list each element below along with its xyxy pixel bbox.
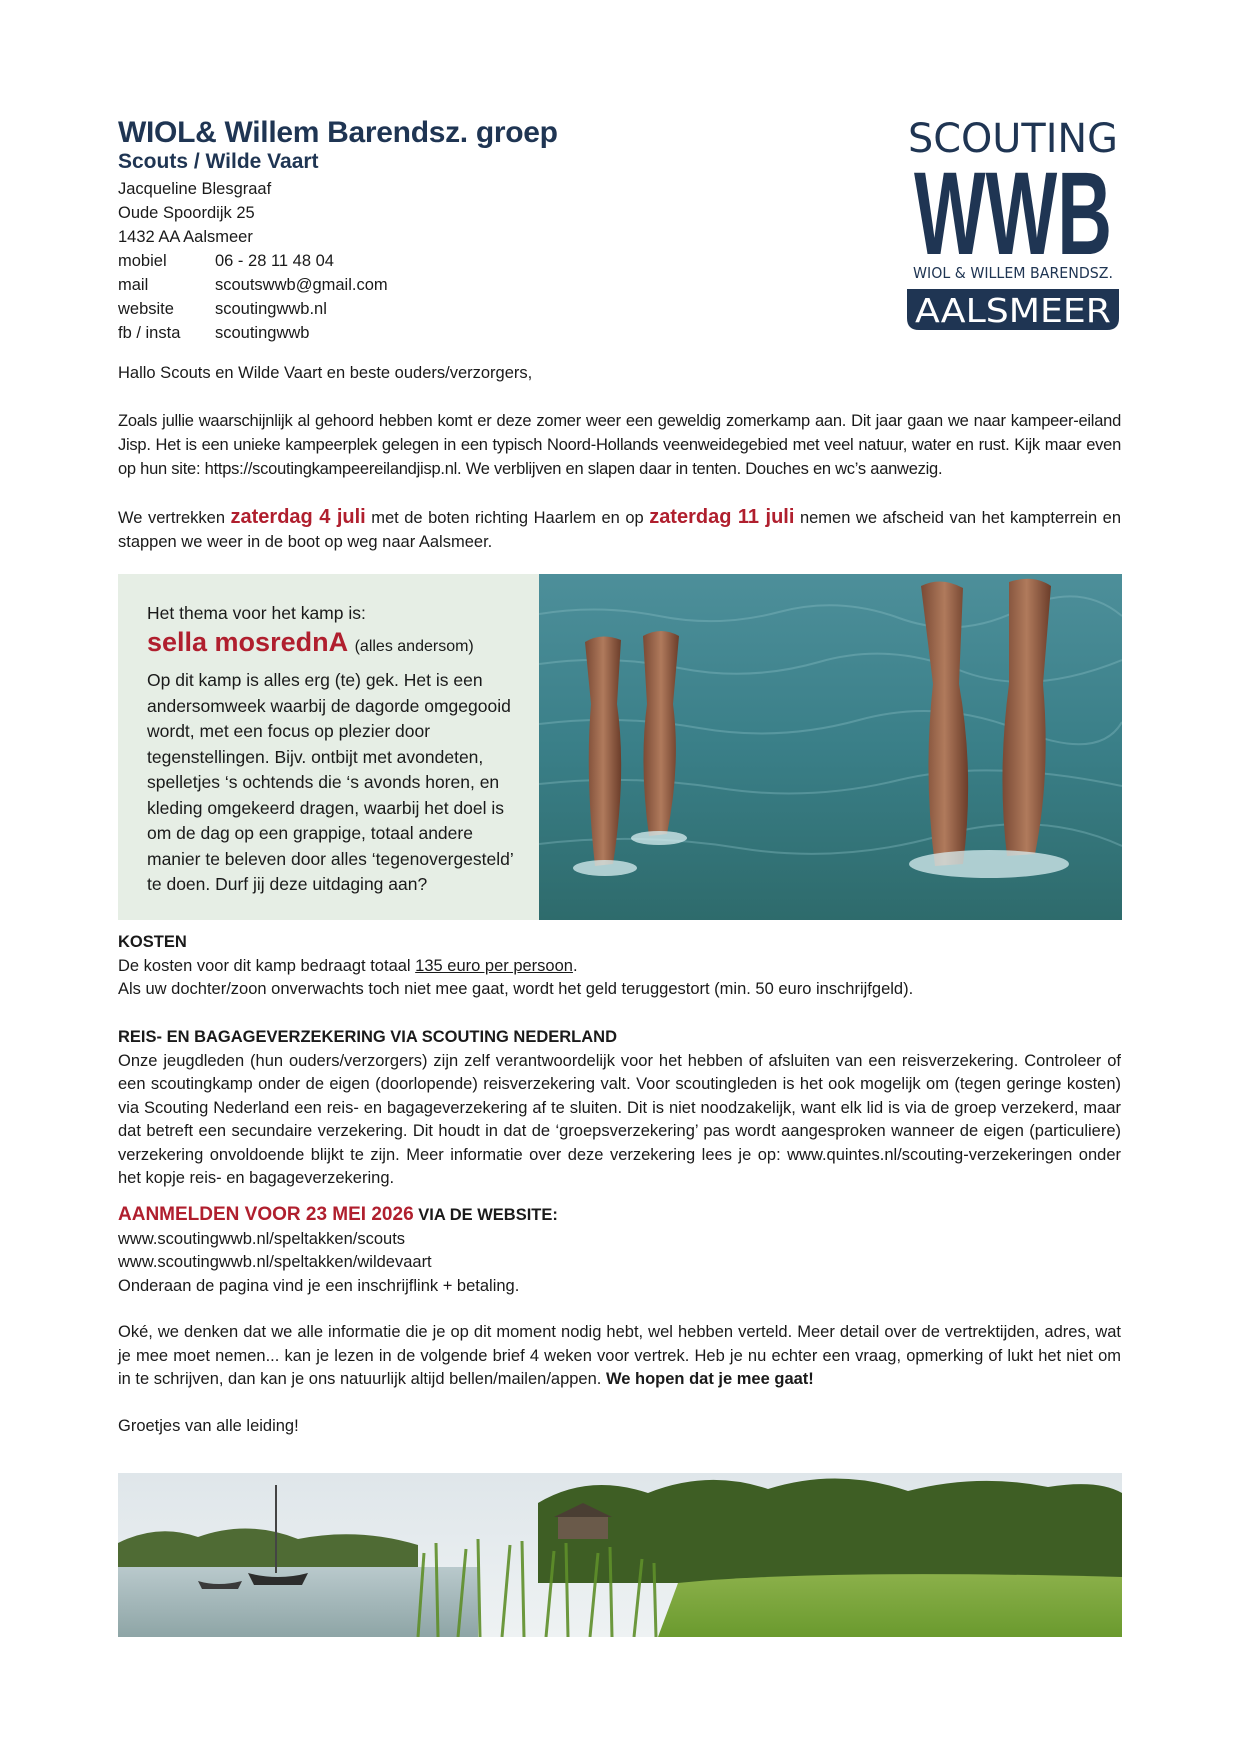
sender-block xyxy=(118,116,558,345)
costs-heading: KOSTEN xyxy=(118,933,187,951)
return-date: zaterdag 11 juli xyxy=(649,506,795,528)
theme-title xyxy=(147,625,517,664)
costs-section xyxy=(118,931,1121,1002)
costs-amount: 135 euro per persoon xyxy=(415,956,573,975)
closing-bold: We hopen dat je mee gaat! xyxy=(605,1370,814,1388)
legs-in-water-photo xyxy=(539,574,1122,920)
theme-title-text: sella mosrednA xyxy=(147,627,348,657)
registration-link-wildevaart[interactable]: www.scoutingwwb.nl/speltakken/wildevaart xyxy=(118,1253,432,1271)
travel-text: met de boten richting Haarlem en op xyxy=(365,509,650,527)
costs-text: De kosten voor dit kamp bedraagt totaal xyxy=(118,956,416,975)
street: Oude Spoordijk 25 xyxy=(118,204,255,222)
registration-section xyxy=(118,1203,1121,1298)
contact-mobile xyxy=(118,249,558,273)
landscape-photo xyxy=(118,1473,1122,1637)
contact-value: scoutingwwb.nl xyxy=(215,300,327,318)
travel-paragraph xyxy=(118,505,1121,554)
registration-heading-tail: VIA DE WEBSITE: xyxy=(413,1206,558,1224)
contact-label: mail xyxy=(118,276,149,294)
greeting: Hallo Scouts en Wilde Vaart en beste ouders/verzorgers, xyxy=(118,364,533,382)
section-name: Scouts / Wilde Vaart xyxy=(118,150,319,173)
registration-note: Onderaan de pagina vind je een inschrijflink + betaling. xyxy=(118,1276,520,1295)
contact-label: mobiel xyxy=(118,252,167,270)
contact-value: scoutingwwb xyxy=(215,324,310,342)
contact-website xyxy=(118,297,558,321)
insurance-section xyxy=(118,1026,1121,1191)
contact-person: Jacqueline Blesgraaf xyxy=(118,180,272,198)
logo-text-top: SCOUTING xyxy=(908,116,1118,162)
insurance-text: Onze jeugdleden (hun ouders/verzorgers) zijn zelf verantwoordelijk voor het hebben of afsluiten van een reisverzekering. Controleer of een scoutingkamp onder de eigen (doorlopende) reisverzekering valt. Voor scoutingleden is het ook mogelijk om (tegen geringe kosten) via Scouting Nederland een reis- en bagageverzekering af te sluiten. Dit is niet noodzakelijk, want elk lid is via de groep verzekerd, maar dat betreft een secundaire verzekering. Dit houdt in dat de ‘groepsverzekering’ pas wordt aangesproken wanneer de eigen (particuliere) verzekering onvoldoende blijkt te zijn. Meer informatie over deze verzekering lees je op: www.quintes.nl/scouting-verzekeringen onder het kopje reis- en bagageverzekering. xyxy=(118,1051,1121,1187)
theme-box xyxy=(118,574,539,920)
registration-link-scouts[interactable]: www.scoutingwwb.nl/speltakken/scouts xyxy=(118,1229,406,1248)
theme-intro: Het thema voor het kamp is: xyxy=(147,603,366,623)
contact-label: fb / insta xyxy=(118,324,181,342)
contact-social xyxy=(118,321,558,345)
intro-paragraph: Zoals jullie waarschijnlijk al gehoord hebben komt er deze zomer weer een geweldig zomerkamp aan. Dit jaar gaan we naar kampeer-eiland Jisp. Het is een unieke kampeerplek gelegen in een typisch Noord-Hollands veenweidegebied met veel natuur, water en rust. Kijk maar even op hun site: https://scoutingkampeereilandjisp.nl. We verblijven en slapen daar in tenten. Douches en wc’s aanwezig. xyxy=(118,412,1121,478)
travel-text: nemen we afscheid van het kampterrein en stappen we weer in de boot op weg naar Aalsmeer. xyxy=(118,509,1121,551)
contact-mail xyxy=(118,273,558,297)
city: 1432 AA Aalsmeer xyxy=(118,228,253,246)
travel-text: We vertrekken xyxy=(118,509,231,527)
costs-text: . xyxy=(572,956,578,975)
contact-value: 06 - 28 11 48 04 xyxy=(215,252,334,270)
registration-heading xyxy=(118,1203,1121,1228)
scouting-wwb-logo xyxy=(905,112,1121,332)
closing-paragraph xyxy=(118,1321,1121,1392)
registration-deadline: AANMELDEN VOOR 23 MEI 2026 xyxy=(118,1204,414,1225)
logo-text-place: AALSMEER xyxy=(915,291,1111,330)
address xyxy=(118,177,558,345)
contact-label: website xyxy=(118,300,174,318)
signoff: Groetjes van alle leiding! xyxy=(118,1417,299,1435)
theme-title-sub: (alles andersom) xyxy=(354,638,474,655)
closing-text: Oké, we denken dat we alle informatie die je op dit moment nodig hebt, wel hebben verteld. Meer detail over de vertrektijden, adres, wat je mee moet nemen... kan je lezen in de volgende brief 4 weken voor vertrek. Heb je nu echter een vraag, opmerking of lukt het niet om in te schrijven, dan kan je ons natuurlijk altijd bellen/mailen/appen. xyxy=(118,1323,1121,1388)
logo-text-big: WWB xyxy=(914,148,1112,280)
departure-date: zaterdag 4 juli xyxy=(230,506,366,528)
costs-line-1 xyxy=(118,955,1121,979)
costs-line-2: Als uw dochter/zoon onverwachts toch niet mee gaat, wordt het geld teruggestort (min. 50 euro inschrijfgeld). xyxy=(118,980,914,998)
theme-description: Op dit kamp is alles erg (te) gek. Het is een andersomweek waarbij de dagorde omgegooid wordt, met een focus op plezier door tegenstellingen. Bijv. ontbijt met avondeten, spelletjes ‘s ochtends die ‘s avonds horen, en kleding omgekeerd dragen, waarbij het doel is om de dag op een grappige, totaal andere manier te beleven door alles ‘tegenovergesteld’ te doen. Durf jij deze uitdaging aan? xyxy=(147,670,514,894)
organization-name: WIOL& Willem Barendsz. groep xyxy=(118,116,558,149)
insurance-heading: REIS- EN BAGAGEVERZEKERING VIA SCOUTING NEDERLAND xyxy=(118,1028,618,1046)
contact-value: scoutswwb@gmail.com xyxy=(215,276,388,294)
logo-text-sub: WIOL & WILLEM BARENDSZ. xyxy=(913,264,1113,282)
